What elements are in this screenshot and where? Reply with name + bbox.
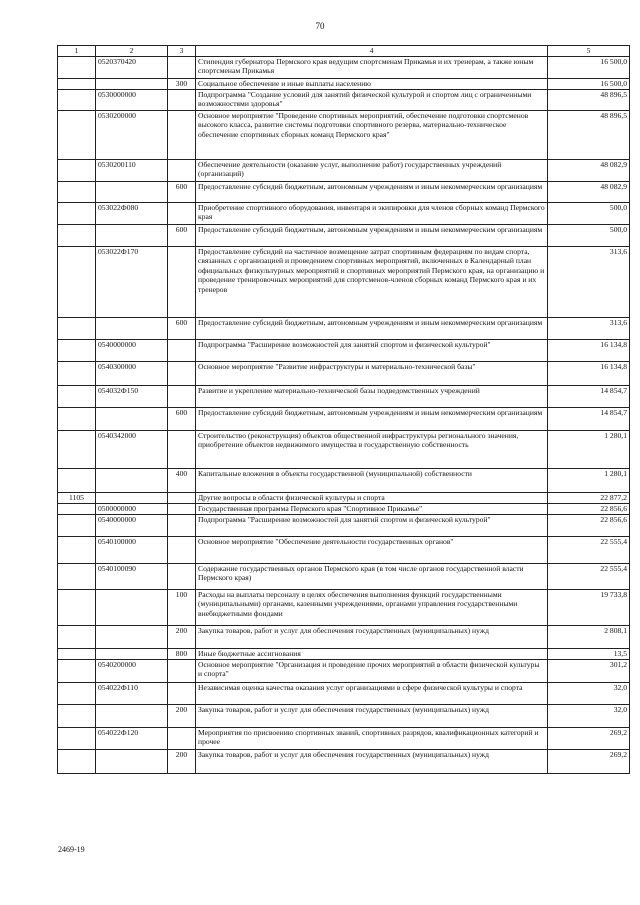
table-row xyxy=(58,515,630,537)
table-row xyxy=(58,750,630,774)
section-code-cell xyxy=(58,79,96,90)
amount-cell: 500,0 xyxy=(548,225,630,247)
target-article-code-cell: 0520370420 xyxy=(96,57,168,79)
document-code: 2469-19 xyxy=(58,845,85,854)
amount-cell: 313,6 xyxy=(548,318,630,340)
expense-type-code-cell xyxy=(168,537,196,564)
amount-cell: 48 082,9 xyxy=(548,160,630,182)
table-row xyxy=(58,504,630,515)
header-col-1: 1 xyxy=(58,46,96,57)
section-code-cell xyxy=(58,203,96,225)
target-article-code-cell xyxy=(96,182,168,203)
target-article-code-cell xyxy=(96,408,168,431)
section-code-cell: 1105 xyxy=(58,493,96,504)
amount-cell: 269,2 xyxy=(548,728,630,750)
expense-name-cell: Основное мероприятие "Развитие инфраструктуры и материально-технической базы" xyxy=(196,362,548,386)
target-article-code-cell: 054022Ф120 xyxy=(96,728,168,750)
amount-cell: 22 856,6 xyxy=(548,515,630,537)
expense-name-cell: Предоставление субсидий бюджетным, автономным учреждениям и иным некоммерческим организациям xyxy=(196,225,548,247)
target-article-code-cell: 0500000000 xyxy=(96,504,168,515)
amount-cell: 14 854,7 xyxy=(548,408,630,431)
expense-type-code-cell xyxy=(168,504,196,515)
section-code-cell xyxy=(58,247,96,318)
expense-type-code-cell: 800 xyxy=(168,649,196,660)
expense-name-cell: Основное мероприятие "Обеспечение деятельности государственных органов" xyxy=(196,537,548,564)
expense-type-code-cell xyxy=(168,247,196,318)
expense-type-code-cell: 200 xyxy=(168,705,196,728)
section-code-cell xyxy=(58,660,96,683)
target-article-code-cell xyxy=(96,79,168,90)
expense-name-cell: Содержание государственных органов Пермского края (в том числе органов государственной власти Пермского края) xyxy=(196,564,548,590)
table-row xyxy=(58,247,630,318)
expense-name-cell: Основное мероприятие "Организация и проведение прочих мероприятий в области физической культуры и спорта" xyxy=(196,660,548,683)
target-article-code-cell xyxy=(96,626,168,649)
expense-type-code-cell xyxy=(168,340,196,362)
expense-name-cell: Капитальные вложения в объекты государственной (муниципальной) собственности xyxy=(196,469,548,493)
section-code-cell xyxy=(58,386,96,408)
amount-cell: 32,0 xyxy=(548,683,630,705)
expense-name-cell: Закупка товаров, работ и услуг для обеспечения государственных (муниципальных) нужд xyxy=(196,626,548,649)
target-article-code-cell: 0540000000 xyxy=(96,515,168,537)
expense-type-code-cell: 300 xyxy=(168,79,196,90)
amount-cell: 16 134,8 xyxy=(548,340,630,362)
table-row xyxy=(58,203,630,225)
table-row xyxy=(58,79,630,90)
expense-name-cell: Предоставление субсидий бюджетным, автономным учреждениям и иным некоммерческим организациям xyxy=(196,318,548,340)
expense-type-code-cell: 600 xyxy=(168,408,196,431)
expense-name-cell: Другие вопросы в области физической культуры и спорта xyxy=(196,493,548,504)
header-col-5: 5 xyxy=(548,46,630,57)
expense-name-cell: Закупка товаров, работ и услуг для обеспечения государственных (муниципальных) нужд xyxy=(196,750,548,774)
table-row xyxy=(58,705,630,728)
expense-name-cell: Закупка товаров, работ и услуг для обеспечения государственных (муниципальных) нужд xyxy=(196,705,548,728)
amount-cell: 19 733,8 xyxy=(548,590,630,626)
target-article-code-cell xyxy=(96,493,168,504)
amount-cell: 16 134,8 xyxy=(548,362,630,386)
table-row xyxy=(58,469,630,493)
section-code-cell xyxy=(58,705,96,728)
target-article-code-cell: 0540300000 xyxy=(96,362,168,386)
budget-table xyxy=(57,45,630,774)
target-article-code-cell: 053022Ф080 xyxy=(96,203,168,225)
expense-name-cell: Развитие и укрепление материально-технической базы подведомственных учреждений xyxy=(196,386,548,408)
section-code-cell xyxy=(58,340,96,362)
section-code-cell xyxy=(58,160,96,182)
expense-name-cell: Государственная программа Пермского края "Спортивное Прикамье" xyxy=(196,504,548,515)
expense-name-cell: Предоставление субсидий бюджетным, автономным учреждениям и иным некоммерческим организациям xyxy=(196,182,548,203)
table-row xyxy=(58,649,630,660)
table-row xyxy=(58,386,630,408)
amount-cell: 269,2 xyxy=(548,750,630,774)
amount-cell: 301,2 xyxy=(548,660,630,683)
expense-type-code-cell xyxy=(168,683,196,705)
amount-cell: 48 082,9 xyxy=(548,182,630,203)
target-article-code-cell: 054032Ф150 xyxy=(96,386,168,408)
target-article-code-cell: 0540100090 xyxy=(96,564,168,590)
section-code-cell xyxy=(58,431,96,469)
expense-name-cell: Стипендия губернатора Пермского края ведущим спортсменам Прикамья и их тренерам, а также юным спортсменам Прикамья xyxy=(196,57,548,79)
table-row xyxy=(58,564,630,590)
target-article-code-cell xyxy=(96,750,168,774)
expense-type-code-cell xyxy=(168,160,196,182)
header-col-4: 4 xyxy=(196,46,548,57)
amount-cell: 1 280,1 xyxy=(548,469,630,493)
amount-cell: 22 555,4 xyxy=(548,537,630,564)
table-row xyxy=(58,493,630,504)
header-col-3: 3 xyxy=(168,46,196,57)
expense-type-code-cell: 600 xyxy=(168,318,196,340)
section-code-cell xyxy=(58,683,96,705)
target-article-code-cell xyxy=(96,649,168,660)
expense-type-code-cell: 200 xyxy=(168,626,196,649)
expense-type-code-cell xyxy=(168,386,196,408)
table-row xyxy=(58,182,630,203)
target-article-code-cell: 0540000000 xyxy=(96,340,168,362)
table-row xyxy=(58,160,630,182)
amount-cell: 313,6 xyxy=(548,247,630,318)
table-row xyxy=(58,340,630,362)
target-article-code-cell: 053022Ф170 xyxy=(96,247,168,318)
amount-cell: 48 896,5 xyxy=(548,111,630,160)
expense-name-cell: Подпрограмма "Расширение возможностей для занятий спортом и физической культурой" xyxy=(196,340,548,362)
table-row xyxy=(58,318,630,340)
section-code-cell xyxy=(58,182,96,203)
section-code-cell xyxy=(58,225,96,247)
expense-type-code-cell xyxy=(168,728,196,750)
header-col-2: 2 xyxy=(96,46,168,57)
expense-type-code-cell xyxy=(168,515,196,537)
target-article-code-cell: 0530200110 xyxy=(96,160,168,182)
section-code-cell xyxy=(58,318,96,340)
table-row xyxy=(58,537,630,564)
expense-type-code-cell: 600 xyxy=(168,225,196,247)
amount-cell: 16 500,0 xyxy=(548,57,630,79)
target-article-code-cell: 0540100000 xyxy=(96,537,168,564)
expense-type-code-cell: 200 xyxy=(168,750,196,774)
expense-type-code-cell xyxy=(168,90,196,111)
expense-name-cell: Расходы на выплаты персоналу в целях обеспечения выполнения функций государственными (муниципальными) органами, казенными учреждениями, органами управления государственными внебюджетными фондами xyxy=(196,590,548,626)
expense-type-code-cell xyxy=(168,431,196,469)
amount-cell: 32,0 xyxy=(548,705,630,728)
target-article-code-cell: 0530000000 xyxy=(96,90,168,111)
expense-type-code-cell xyxy=(168,57,196,79)
table-row xyxy=(58,728,630,750)
section-code-cell xyxy=(58,649,96,660)
table-row xyxy=(58,408,630,431)
target-article-code-cell xyxy=(96,590,168,626)
table-row xyxy=(58,590,630,626)
section-code-cell xyxy=(58,564,96,590)
table-header-row xyxy=(58,46,630,57)
page-number: 70 xyxy=(315,21,325,31)
section-code-cell xyxy=(58,408,96,431)
target-article-code-cell: 0540342000 xyxy=(96,431,168,469)
target-article-code-cell xyxy=(96,469,168,493)
amount-cell: 1 280,1 xyxy=(548,431,630,469)
section-code-cell xyxy=(58,750,96,774)
table-row xyxy=(58,431,630,469)
expense-name-cell: Подпрограмма "Расширение возможностей для занятий спортом и физической культурой" xyxy=(196,515,548,537)
expense-name-cell: Мероприятия по присвоению спортивных званий, спортивных разрядов, квалификационных категорий и прочее xyxy=(196,728,548,750)
section-code-cell xyxy=(58,515,96,537)
amount-cell: 16 500,0 xyxy=(548,79,630,90)
expense-name-cell: Иные бюджетные ассигнования xyxy=(196,649,548,660)
section-code-cell xyxy=(58,504,96,515)
expense-name-cell: Предоставление субсидий на частичное возмещение затрат спортивным федерациям по видам спорта, связанных с организацией и проведением спортивных мероприятий, включенных в Календарный план официальных физкультурных мероприятий и спортивных мероприятий Пермского края, на организацию и проведение тренировочных мероприятий для спортсменов-членов сборных команд Пермского края и их тренеров xyxy=(196,247,548,318)
expense-type-code-cell: 400 xyxy=(168,469,196,493)
section-code-cell xyxy=(58,626,96,649)
target-article-code-cell: 054022Ф110 xyxy=(96,683,168,705)
expense-type-code-cell xyxy=(168,362,196,386)
table-row xyxy=(58,225,630,247)
table-row xyxy=(58,57,630,79)
table-row xyxy=(58,660,630,683)
expense-name-cell: Предоставление субсидий бюджетным, автономным учреждениям и иным некоммерческим организациям xyxy=(196,408,548,431)
expense-type-code-cell xyxy=(168,203,196,225)
table-row xyxy=(58,683,630,705)
expense-name-cell: Обеспечение деятельности (оказание услуг, выполнение работ) государственных учреждений (организаций) xyxy=(196,160,548,182)
section-code-cell xyxy=(58,728,96,750)
expense-name-cell: Независимая оценка качества оказания услуг организациями в сфере физической культуры и спорта xyxy=(196,683,548,705)
expense-type-code-cell: 600 xyxy=(168,182,196,203)
expense-name-cell: Строительство (реконструкция) объектов общественной инфраструктуры регионального значения, приобретение объектов недвижимого имущества в государственную собственность xyxy=(196,431,548,469)
table-row xyxy=(58,362,630,386)
amount-cell: 22 877,2 xyxy=(548,493,630,504)
expense-name-cell: Подпрограмма "Создание условий для занятий физической культурой и спортом лиц с ограниченными возможностями здоровья" xyxy=(196,90,548,111)
expense-name-cell: Основное мероприятие "Проведение спортивных мероприятий, обеспечение подготовки спортсменов высокого класса, развитие системы подготовки спортивного резерва, материально-техническое обеспечение спортивных сборных команд Пермского края" xyxy=(196,111,548,160)
table-row xyxy=(58,90,630,111)
amount-cell: 2 808,1 xyxy=(548,626,630,649)
amount-cell: 22 856,6 xyxy=(548,504,630,515)
table-row xyxy=(58,626,630,649)
section-code-cell xyxy=(58,590,96,626)
expense-type-code-cell xyxy=(168,111,196,160)
target-article-code-cell xyxy=(96,705,168,728)
expense-type-code-cell xyxy=(168,493,196,504)
expense-name-cell: Приобретение спортивного оборудования, инвентаря и экипировки для членов сборных команд Пермского края xyxy=(196,203,548,225)
table-body xyxy=(58,57,630,774)
section-code-cell xyxy=(58,537,96,564)
expense-type-code-cell: 100 xyxy=(168,590,196,626)
section-code-cell xyxy=(58,362,96,386)
target-article-code-cell xyxy=(96,318,168,340)
table-row xyxy=(58,111,630,160)
amount-cell: 14 854,7 xyxy=(548,386,630,408)
expense-type-code-cell xyxy=(168,564,196,590)
target-article-code-cell: 0530200000 xyxy=(96,111,168,160)
expense-type-code-cell xyxy=(168,660,196,683)
section-code-cell xyxy=(58,57,96,79)
target-article-code-cell: 0540200000 xyxy=(96,660,168,683)
section-code-cell xyxy=(58,90,96,111)
amount-cell: 22 555,4 xyxy=(548,564,630,590)
amount-cell: 13,5 xyxy=(548,649,630,660)
expense-name-cell: Социальное обеспечение и иные выплаты населению xyxy=(196,79,548,90)
section-code-cell xyxy=(58,111,96,160)
amount-cell: 48 896,5 xyxy=(548,90,630,111)
target-article-code-cell xyxy=(96,225,168,247)
amount-cell: 500,0 xyxy=(548,203,630,225)
section-code-cell xyxy=(58,469,96,493)
